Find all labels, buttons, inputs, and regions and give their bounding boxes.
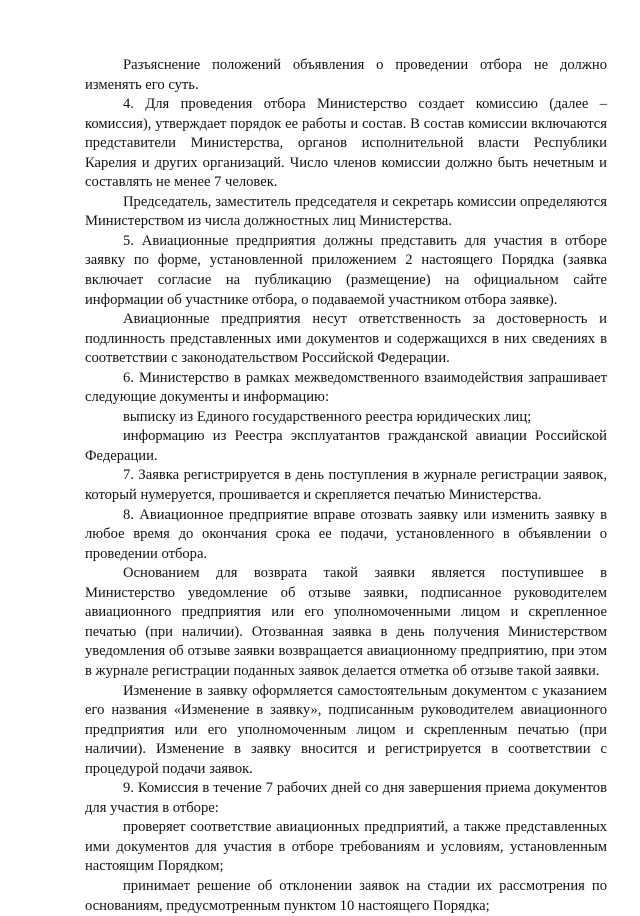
paragraph-rejection: принимает решение об отклонении заявок на стадии их рассмотрения по основаниям, предусмотренным пунктом 10 настоящего Порядка;	[85, 877, 607, 914]
paragraph-explanation: Разъяснение положений объявления о проведении отбора не должно изменять его суть.	[85, 57, 607, 93]
paragraph-item-7: 7. Заявка регистрируется в день поступления в журнале регистрации заявок, который нумеруется, прошивается и скрепляется печатью Министерства.	[85, 467, 607, 504]
paragraph-extract: выписку из Единого государственного реестра юридических лиц;	[123, 408, 532, 425]
paragraph-checks: проверяет соответствие авиационных предприятий, а также представленных ими документов для участия в отборе требованиям и условиям, установленным настоящим Порядком;	[85, 819, 607, 875]
paragraph-responsibility: Авиационные предприятия несут ответственность за достоверность и подлинность представленных ими документов и содержащихся в них сведениях в соответствии с законодательством Российской Федерации.	[85, 311, 607, 367]
paragraph-item-5: 5. Авиационные предприятия должны представить для участия в отборе заявку по форме, установленной приложением 2 настоящего Порядка (заявка включает согласие на публикацию (размещение) на официальном сайте информации об участнике отбора, о подаваемой участником отбора заявке).	[85, 232, 607, 308]
paragraph-change: Изменение в заявку оформляется самостоятельным документом с указанием его названия «Изменение в заявку», подписанным руководителем авиационного предприятия или его уполномоченным лицом и скрепленным печатью (при наличии). Изменение в заявку вносится и регистрируется в соответствии с процедурой подачи заявок.	[85, 682, 607, 777]
paragraph-item-9: 9. Комиссия в течение 7 рабочих дней со дня завершения приема документов для участия в отборе:	[85, 780, 607, 816]
paragraph-chairman: Председатель, заместитель председателя и секретарь комиссии определяются Министерством из числа должностных лиц Министерства.	[85, 193, 607, 230]
paragraph-item-6: 6. Министерство в рамках межведомственного взаимодействия запрашивает следующие документы и информацию:	[85, 369, 607, 406]
document-page	[85, 56, 607, 916]
paragraph-item-8: 8. Авиационное предприятие вправе отозвать заявку или изменить заявку в любое время до окончания срока ее подачи, установленного в объявлении о проведении отбора.	[85, 506, 607, 562]
paragraph-return-basis: Основанием для возврата такой заявки является поступившее в Министерство уведомление об отзыве заявки, подписанное руководителем авиационного предприятия или его уполномоченными лицом и скрепленное печатью (при наличии). Отозванная заявка в день получения Министерством уведомления об отзыве заявки возвращается авиационному предприятию, при этом в журнале регистрации поданных заявок делается отметка об отзыве такой заявки.	[85, 565, 607, 679]
paragraph-item-4: 4. Для проведения отбора Министерство создает комиссию (далее – комиссия), утверждает порядок ее работы и состав. В состав комиссии включаются представители Министерства, органов исполнительной власти Республики Карелия и других организаций. Число членов комиссии должно быть нечетным и составлять не менее 7 человек.	[85, 96, 607, 191]
paragraph-registry: информацию из Реестра эксплуатантов гражданской авиации Российской Федерации.	[85, 428, 607, 464]
